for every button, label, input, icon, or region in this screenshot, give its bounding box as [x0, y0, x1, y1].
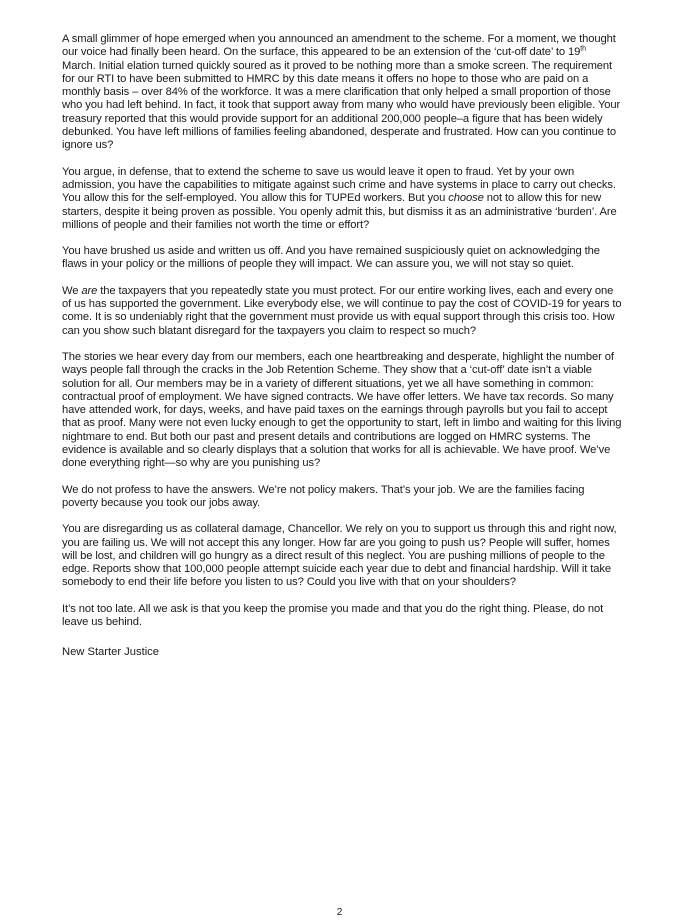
paragraph-answers: We do not profess to have the answers. We’re not policy makers. That’s your job. We are the families facing poverty because you took our jobs away.: [62, 483, 585, 509]
paragraph-taxpayers: [62, 285, 622, 338]
signature: New Starter Justice: [62, 646, 159, 659]
paragraph-fraud-text-a: You argue, in defense, that to extend the scheme to save us would leave it open to fraud. Yet by your own admission, you have the capabilities to mitigate against such crime and have systems in place to carry out checks. You allow this for the self-employed. You allow this for TUPEd workers. But you: [62, 165, 616, 205]
paragraph-amendment-text-b: March. Initial elation turned quickly soured as it proved to be nothing more than a smoke screen. The requirement for our RTI to have been submitted to HMRC by this date means it offers no hope to those who are paid on a monthly basis – over 84% of the workforce. It was a mere clarification that only helped a small proportion of those who you had left behind. In fact, it took that support away from many who would have previously been eligible. Your treasury reported that this would provide support for an additional 200,000 people–a figure that has been widely debunked. You have left millions of families feeling abandoned, desperate and frustrated. How can you continue to ignore us?: [62, 59, 621, 152]
ordinal-suffix: th: [580, 45, 586, 53]
paragraph-fraud: [62, 166, 622, 232]
letter-body: [62, 33, 622, 660]
paragraph-not-too-late: It’s not too late. All we ask is that you keep the promise you made and that you do the right thing. Please, do not leave us behind.: [62, 602, 604, 628]
paragraph-amendment: [62, 33, 622, 153]
paragraph-stories: The stories we hear every day from our members, each one heartbreaking and desperate, highlight the number of ways people fall through the cracks in the Job Retention Scheme. They show that a ‘cut-off’ date isn’t a viable solution for all. Our members may be in a variety of different situations, yet we all have something in common: contractual proof of employment. We have signed contracts. We have offer letters. We have tax records. So many have attended work, for days, weeks, and have paid taxes on the earnings through payrolls but you fail to accept that as proof. Many were not even lucky enough to get the opportunity to start, left in limbo and waiting for this living nightmare to end. But both our past and present details and contributions are logged on HMRC systems. The evidence is available and so clearly displays that a solution that works for all is achievable. We have proof. We’ve done everything right—so why are you punishing us?: [62, 350, 622, 470]
paragraph-collateral-damage: You are disregarding us as collateral damage, Chancellor. We rely on you to support us through this and right now, you are failing us. We will not accept this any longer. How far are you going to push us? People will suffer, homes will be lost, and children will go hungry as a direct result of this neglect. You are pushing millions of people to the edge. Reports show that 100,000 people attempt suicide each year due to debt and financial hardship. Will it take somebody to end their life before you listen to us? Could you live with that on your shoulders?: [62, 523, 617, 589]
paragraph-fraud-text-b: not to allow this for new starters, despite it being proven as possible. You openly admit this, but dismiss it as an administrative ‘burden’. Are millions of people and their families not worth the time or effort?: [62, 192, 617, 231]
paragraph-amendment-text-a: A small glimmer of hope emerged when you announced an amendment to the scheme. For a moment, we thought our voice had finally been heard. On the surface, this appeared to be an extension of the ‘cut-off date’ to 19: [62, 33, 616, 59]
emphasis-choose: choose: [448, 192, 484, 205]
paragraph-taxpayers-text-a: We: [62, 284, 82, 297]
paragraph-taxpayers-text-b: the taxpayers that you repeatedly state you must protect. For our entire working lives, each and every one of us has supported the government. Like everybody else, we will continue to pay the cost of COVID-19 for years to come. It is so undeniably right that the government must provide us with equal support through this crisis too. How can you show such blatant disregard for the taxpayers you claim to respect so much?: [62, 284, 622, 337]
page-number: 2: [336, 907, 343, 918]
paragraph-brushed-aside: You have brushed us aside and written us off. And you have remained suspiciously quiet on acknowledging the flaws in your policy or the millions of people they will impact. We can assure you, we will not stay so quiet.: [62, 245, 600, 271]
emphasis-are: are: [81, 284, 98, 297]
